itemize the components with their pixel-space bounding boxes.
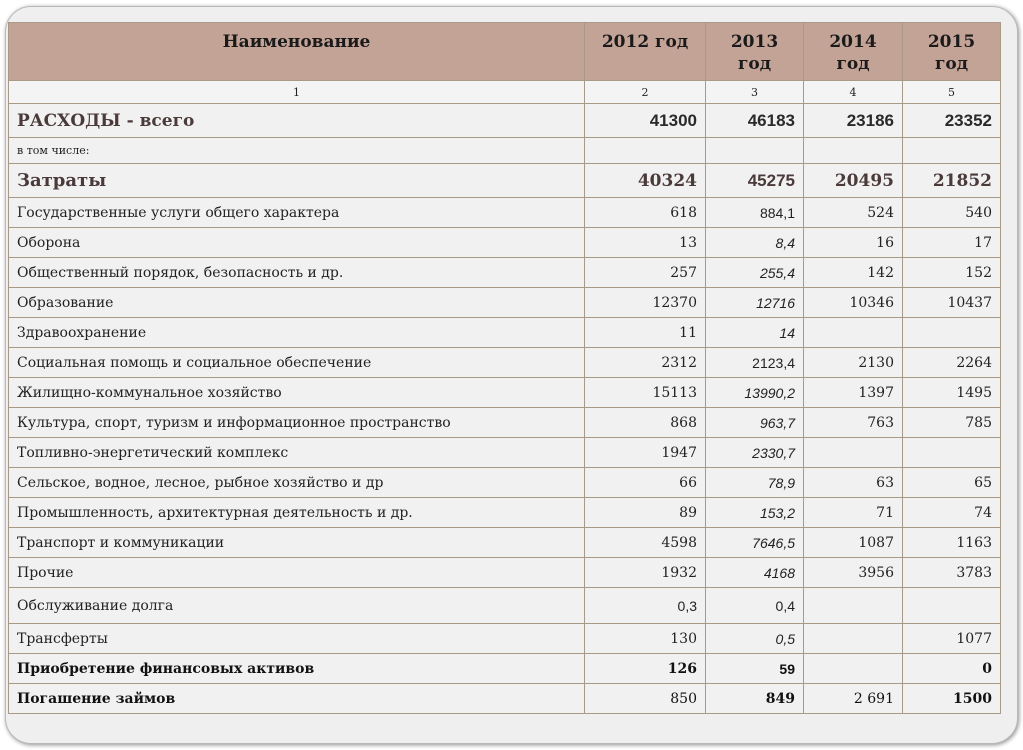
row-name: Затраты — [9, 164, 585, 198]
cell-2012: 2312 — [585, 348, 706, 378]
cell-2015 — [903, 318, 1001, 348]
cell-2015: 74 — [903, 498, 1001, 528]
row-name: Общественный порядок, безопасность и др. — [9, 258, 585, 288]
cell-2014: 524 — [804, 198, 903, 228]
cell-2015: 152 — [903, 258, 1001, 288]
cell-2015: 0 — [903, 654, 1001, 684]
cell-2013: 0,5 — [706, 624, 804, 654]
cell-2012: 66 — [585, 468, 706, 498]
cell-2014: 2 691 — [804, 684, 903, 714]
cell-2015: 21852 — [903, 164, 1001, 198]
cell-2012: 4598 — [585, 528, 706, 558]
cell-2015: 3783 — [903, 558, 1001, 588]
cell-2012: 0,3 — [585, 588, 706, 624]
header-2013: 2013 год — [706, 23, 804, 81]
table-row — [9, 258, 1001, 288]
cell-2012: 1932 — [585, 558, 706, 588]
cell-2015: 1163 — [903, 528, 1001, 558]
row-name: в том числе: — [9, 138, 585, 164]
cell-2013: 59 — [706, 654, 804, 684]
cell-2013: 963,7 — [706, 408, 804, 438]
cell-2014: 20495 — [804, 164, 903, 198]
cell-2014: 23186 — [804, 104, 903, 138]
table-header-row — [9, 23, 1001, 81]
cell-2014: 3956 — [804, 558, 903, 588]
cell-2013: 13990,2 — [706, 378, 804, 408]
colnum-4: 4 — [804, 81, 903, 104]
cell-2013: 4168 — [706, 558, 804, 588]
column-number-row — [9, 81, 1001, 104]
cell-2015: 10437 — [903, 288, 1001, 318]
cell-2013: 2123,4 — [706, 348, 804, 378]
row-name: Погашение займов — [9, 684, 585, 714]
cell-2012: 11 — [585, 318, 706, 348]
cell-2015: 540 — [903, 198, 1001, 228]
header-name: Наименование — [9, 23, 585, 81]
row-name: Транспорт и коммуникации — [9, 528, 585, 558]
table-row — [9, 624, 1001, 654]
cell-2012: 130 — [585, 624, 706, 654]
cell-2012: 41300 — [585, 104, 706, 138]
row-name: Трансферты — [9, 624, 585, 654]
cell-2015: 1500 — [903, 684, 1001, 714]
colnum-3: 3 — [706, 81, 804, 104]
cell-2013: 849 — [706, 684, 804, 714]
cell-2014 — [804, 654, 903, 684]
cell-2012: 868 — [585, 408, 706, 438]
cell-2014: 63 — [804, 468, 903, 498]
cell-2014 — [804, 624, 903, 654]
row-name: Оборона — [9, 228, 585, 258]
cell-2014 — [804, 588, 903, 624]
cell-2012: 12370 — [585, 288, 706, 318]
colnum-2: 2 — [585, 81, 706, 104]
cell-2015: 1495 — [903, 378, 1001, 408]
cell-2014: 2130 — [804, 348, 903, 378]
table-row — [9, 684, 1001, 714]
row-name: Культура, спорт, туризм и информационное пространство — [9, 408, 585, 438]
header-2015: 2015 год — [903, 23, 1001, 81]
cell-2015: 1077 — [903, 624, 1001, 654]
table-row — [9, 558, 1001, 588]
cell-2012: 618 — [585, 198, 706, 228]
cell-2012 — [585, 138, 706, 164]
table-row — [9, 198, 1001, 228]
cell-2014 — [804, 138, 903, 164]
table-row — [9, 378, 1001, 408]
cell-2015 — [903, 438, 1001, 468]
row-name: Приобретение финансовых активов — [9, 654, 585, 684]
table-row — [9, 528, 1001, 558]
row-name: Здравоохранение — [9, 318, 585, 348]
cell-2012: 15113 — [585, 378, 706, 408]
cell-2012: 13 — [585, 228, 706, 258]
cell-2014: 16 — [804, 228, 903, 258]
row-name: Государственные услуги общего характера — [9, 198, 585, 228]
cell-2013: 255,4 — [706, 258, 804, 288]
table-row — [9, 348, 1001, 378]
cell-2014: 71 — [804, 498, 903, 528]
table-row-costs — [9, 164, 1001, 198]
cell-2014: 763 — [804, 408, 903, 438]
table-row — [9, 468, 1001, 498]
row-name: Жилищно-коммунальное хозяйство — [9, 378, 585, 408]
cell-2014: 10346 — [804, 288, 903, 318]
row-name: Прочие — [9, 558, 585, 588]
table-row — [9, 654, 1001, 684]
cell-2015: 785 — [903, 408, 1001, 438]
cell-2014: 1397 — [804, 378, 903, 408]
table-row-total — [9, 104, 1001, 138]
cell-2012: 40324 — [585, 164, 706, 198]
cell-2015: 17 — [903, 228, 1001, 258]
cell-2015 — [903, 138, 1001, 164]
table-row — [9, 228, 1001, 258]
cell-2014: 1087 — [804, 528, 903, 558]
cell-2014: 142 — [804, 258, 903, 288]
row-name: РАСХОДЫ - всего — [9, 104, 585, 138]
colnum-5: 5 — [903, 81, 1001, 104]
cell-2012: 850 — [585, 684, 706, 714]
row-name: Образование — [9, 288, 585, 318]
cell-2014 — [804, 318, 903, 348]
cell-2015: 65 — [903, 468, 1001, 498]
cell-2013: 884,1 — [706, 198, 804, 228]
table-row — [9, 588, 1001, 624]
table-row — [9, 288, 1001, 318]
cell-2013: 12716 — [706, 288, 804, 318]
cell-2015: 2264 — [903, 348, 1001, 378]
cell-2013 — [706, 138, 804, 164]
row-name: Промышленность, архитектурная деятельность и др. — [9, 498, 585, 528]
cell-2013: 8,4 — [706, 228, 804, 258]
cell-2013: 46183 — [706, 104, 804, 138]
row-name: Обслуживание долга — [9, 588, 585, 624]
table-row — [9, 408, 1001, 438]
cell-2013: 2330,7 — [706, 438, 804, 468]
cell-2013: 78,9 — [706, 468, 804, 498]
table-row — [9, 498, 1001, 528]
expenses-table — [8, 22, 1001, 714]
cell-2014 — [804, 438, 903, 468]
cell-2012: 1947 — [585, 438, 706, 468]
cell-2013: 153,2 — [706, 498, 804, 528]
colnum-1: 1 — [9, 81, 585, 104]
cell-2013: 0,4 — [706, 588, 804, 624]
cell-2013: 7646,5 — [706, 528, 804, 558]
cell-2012: 257 — [585, 258, 706, 288]
cell-2015: 23352 — [903, 104, 1001, 138]
table-row-including — [9, 138, 1001, 164]
table-row — [9, 438, 1001, 468]
cell-2015 — [903, 588, 1001, 624]
table-row — [9, 318, 1001, 348]
row-name: Топливно-энергетический комплекс — [9, 438, 585, 468]
cell-2012: 126 — [585, 654, 706, 684]
row-name: Сельское, водное, лесное, рыбное хозяйство и др — [9, 468, 585, 498]
row-name: Социальная помощь и социальное обеспечение — [9, 348, 585, 378]
header-2012: 2012 год — [585, 23, 706, 81]
cell-2013: 14 — [706, 318, 804, 348]
header-2014: 2014 год — [804, 23, 903, 81]
cell-2012: 89 — [585, 498, 706, 528]
cell-2013: 45275 — [706, 164, 804, 198]
